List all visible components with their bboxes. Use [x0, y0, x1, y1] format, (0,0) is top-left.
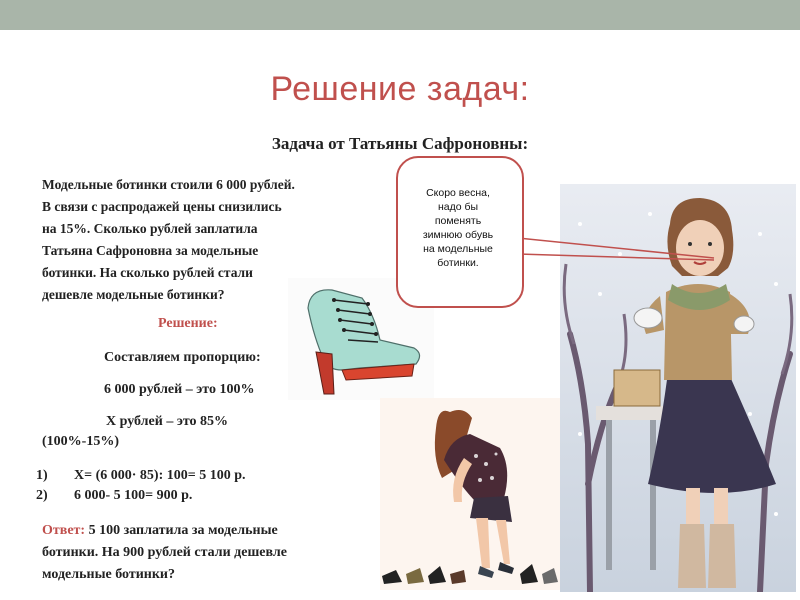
step-row — [36, 488, 246, 508]
answer-line-3: модельные ботинки? — [42, 567, 175, 582]
problem-line: Татьяна Сафроновна за модельные — [42, 243, 259, 258]
girl-trying-shoes-image — [380, 398, 572, 590]
slide-title: Решение задач: — [270, 70, 530, 108]
proportion-intro: Составляем пропорцию: — [104, 350, 261, 365]
speech-bubble-pointer — [518, 236, 718, 276]
answer-block — [42, 520, 342, 586]
answer-line-2: ботинки. На 900 рублей стали дешевле — [42, 545, 287, 560]
top-band — [0, 0, 800, 30]
problem-line: В связи с распродажей цены снизились — [42, 199, 282, 214]
answer-line-1: 5 100 заплатила за модельные — [85, 523, 278, 538]
solution-steps — [36, 468, 246, 508]
step-text: 6 000- 5 100= 900 р. — [74, 488, 193, 503]
step-number: 2) — [36, 488, 48, 503]
solution-label: Решение: — [158, 316, 218, 331]
step-text: Х= (6 000· 85): 100= 5 100 р. — [74, 468, 246, 483]
problem-line: дешевле модельные ботинки? — [42, 287, 225, 302]
proportion-line-3: (100%-15%) — [42, 434, 119, 449]
proportion-line-1: 6 000 рублей – это 100% — [104, 382, 255, 397]
problem-line: Модельные ботинки стоили 6 000 рублей. — [42, 177, 295, 192]
step-number: 1) — [36, 468, 48, 483]
step-row — [36, 468, 246, 488]
speech-bubble-text: Скоро весна, надо бы поменять зимнюю обувь на модельные ботинки. — [422, 187, 494, 269]
proportion-line-2: Х рублей – это 85% — [106, 414, 229, 429]
problem-line: ботинки. На сколько рублей стали — [42, 265, 253, 280]
problem-line: на 15%. Сколько рублей заплатила — [42, 221, 258, 236]
problem-subtitle: Задача от Татьяны Сафроновны: — [271, 134, 529, 153]
answer-label: Ответ: — [42, 523, 86, 538]
